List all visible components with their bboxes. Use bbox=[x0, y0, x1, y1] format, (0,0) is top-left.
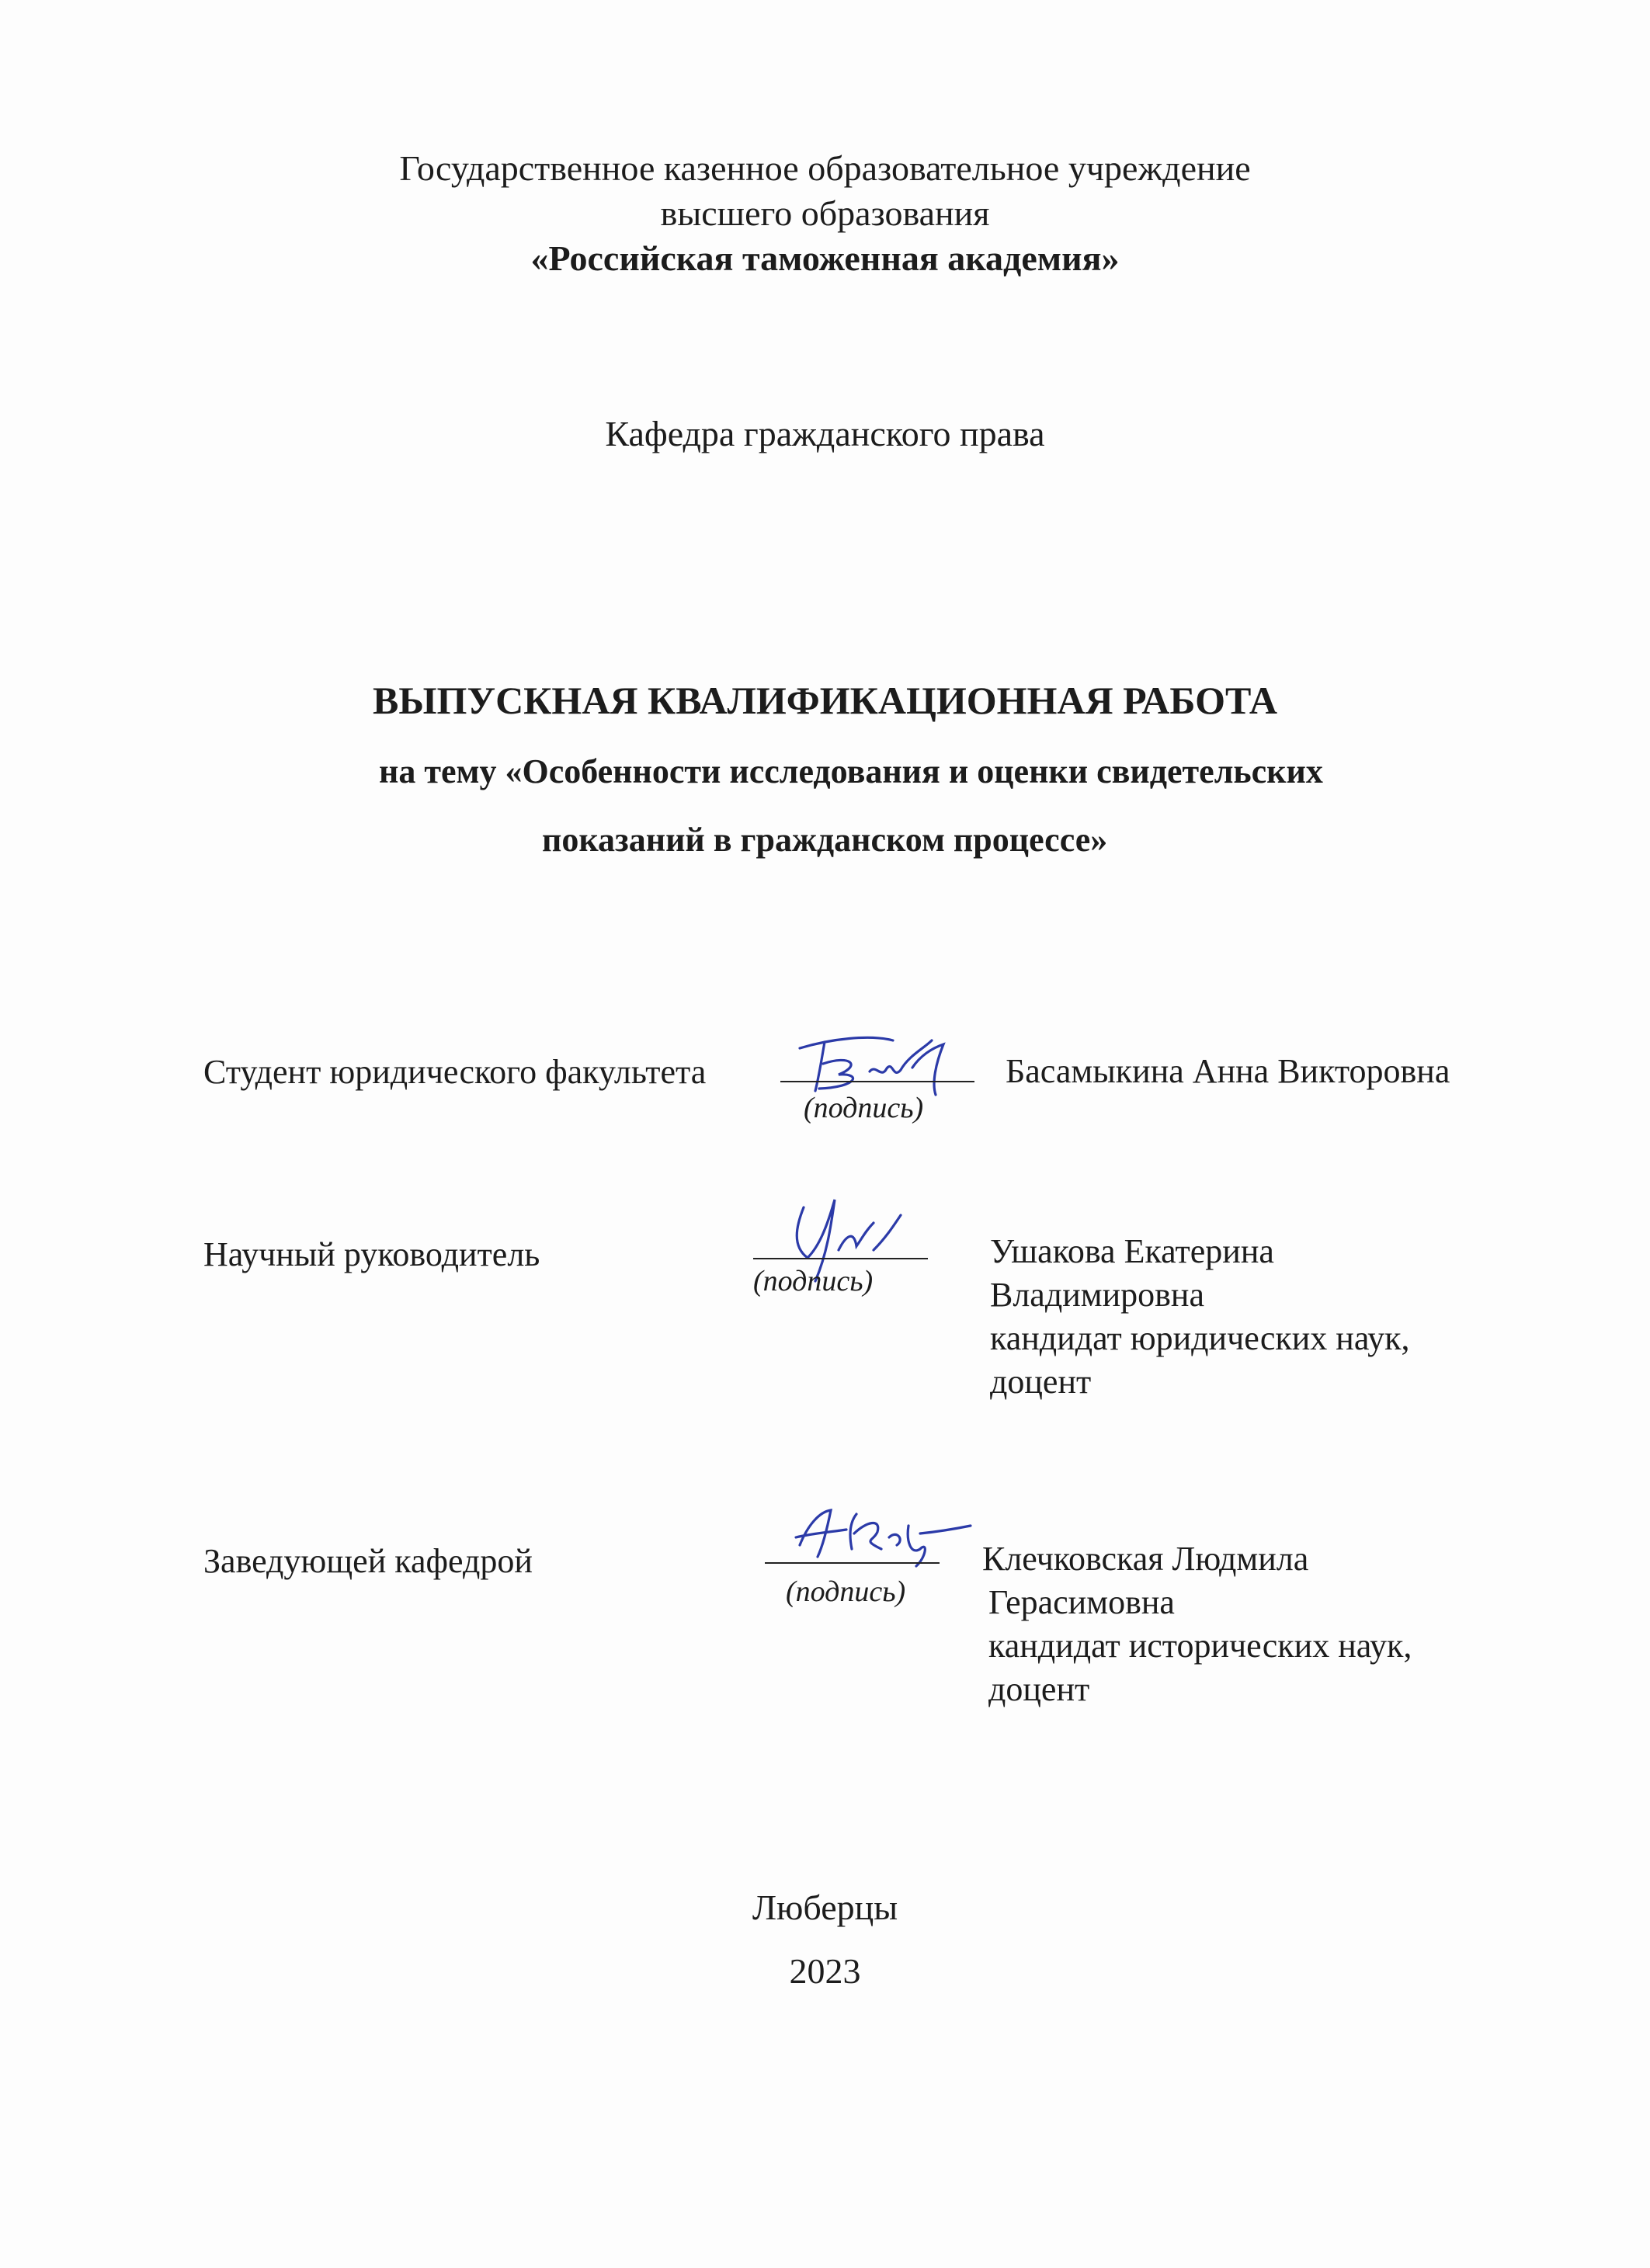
work-title bbox=[0, 677, 1650, 724]
department bbox=[0, 412, 1650, 457]
head-name-line-1: Клечковская Людмила bbox=[982, 1540, 1309, 1578]
institution-line-2: высшего образования bbox=[660, 193, 990, 233]
supervisor-signature-line bbox=[753, 1258, 928, 1259]
student-signature-line bbox=[780, 1081, 974, 1082]
head-name-line-2: Герасимовна bbox=[988, 1583, 1175, 1621]
supervisor-degree-line-1: кандидат юридических наук, bbox=[990, 1319, 1410, 1357]
supervisor-name-line-1: Ушакова Екатерина bbox=[990, 1232, 1274, 1270]
year-value: 2023 bbox=[789, 1951, 861, 1991]
institution-name: «Российская таможенная академия» bbox=[530, 238, 1120, 278]
work-title-text: ВЫПУСКНАЯ КВАЛИФИКАЦИОННАЯ РАБОТА bbox=[373, 679, 1277, 722]
topic-line-2: показаний в гражданском процессе» bbox=[542, 821, 1108, 859]
department-name: Кафедра гражданского права bbox=[605, 414, 1045, 453]
topic-line-1: на тему «Особенности исследования и оценки свидетельских bbox=[379, 752, 1323, 790]
footer-city bbox=[0, 1885, 1650, 1930]
institution-line-1: Государственное казенное образовательное учреждение bbox=[399, 148, 1251, 188]
supervisor-name-line-2: Владимировна bbox=[990, 1276, 1205, 1314]
student-role: Студент юридического факультета bbox=[203, 1053, 707, 1091]
footer-year bbox=[0, 1949, 1650, 1994]
student-signature-caption: (подпись) bbox=[804, 1092, 924, 1124]
head-degree-line-2: доцент bbox=[988, 1670, 1090, 1708]
head-signature-caption: (подпись) bbox=[786, 1575, 906, 1608]
head-role: Заведующей кафедрой bbox=[203, 1542, 533, 1580]
student-signature bbox=[776, 1025, 978, 1099]
supervisor-degree-line-2: доцент bbox=[990, 1363, 1092, 1401]
student-name: Басамыкина Анна Викторовна bbox=[1006, 1052, 1450, 1090]
head-degree-line-1: кандидат исторических наук, bbox=[988, 1627, 1412, 1665]
supervisor-role: Научный руководитель bbox=[203, 1235, 540, 1273]
supervisor-signature-caption: (подпись) bbox=[753, 1265, 874, 1297]
supervisor-details bbox=[990, 1230, 1410, 1404]
head-signature bbox=[765, 1495, 982, 1568]
head-details bbox=[982, 1537, 1412, 1711]
head-signature-line bbox=[765, 1562, 940, 1564]
institution-header bbox=[0, 146, 1650, 281]
city-name: Люберцы bbox=[752, 1888, 898, 1927]
